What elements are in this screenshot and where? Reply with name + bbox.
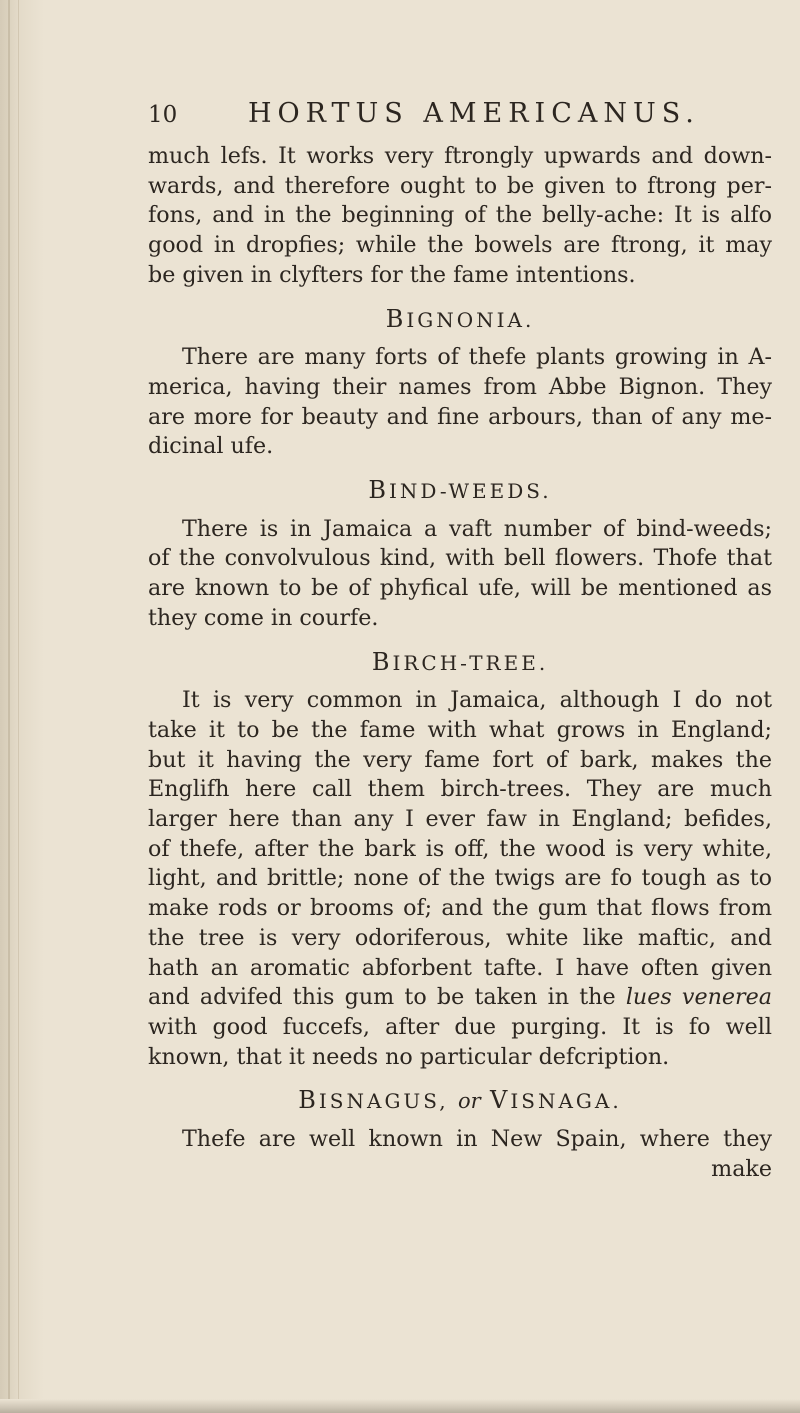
text-line: the tree is very odoriferous, white like maftic, and — [148, 924, 772, 951]
running-head — [148, 98, 748, 129]
text-line: light, and brittle; none of the twigs are fo tough as to — [148, 865, 772, 892]
text-line: of the convolvulous kind, with bell flowers. Thofe that — [148, 545, 772, 572]
page-binding-edge — [0, 0, 44, 1413]
heading-bisnagus: BISNAGUS, or VISNAGA. — [298, 1086, 622, 1115]
intro-paragraph — [148, 142, 772, 291]
text-line: There is in Jamaica a vaft number of bind-weeds; — [182, 515, 772, 542]
text-line: of thefe, after the bark is off, the wood is very white, — [148, 835, 772, 862]
text-line: There are many forts of thefe plants growing in A- — [182, 344, 772, 371]
text-line: good in dropfies; while the bowels are ftrong, it may — [148, 232, 772, 259]
text-line: they come in courfe. — [148, 604, 379, 631]
text-line: are known to be of phyfical ufe, will be mentioned as — [148, 575, 772, 602]
text-line: much lefs. It works very ftrongly upwards and down- — [148, 143, 772, 169]
page-bottom-edge — [0, 1399, 800, 1413]
text-line: are more for beauty and fine arbours, than of any me- — [148, 403, 772, 430]
text-line: larger here than any I ever faw in England; befides, — [148, 806, 772, 833]
text-line: known, that it needs no particular defcription. — [148, 1043, 670, 1070]
text-block — [148, 142, 772, 1185]
text-line: It is very common in Jamaica, although I do not — [182, 687, 772, 714]
bisnagus-paragraph — [148, 1125, 772, 1184]
text-line: but it having the very fame fort of bark, makes the — [148, 746, 772, 773]
text-line: take it to be the fame with what grows in England; — [148, 716, 772, 743]
text-line: be given in clyfters for the fame intentions. — [148, 261, 636, 288]
heading-bignonia: BIGNONIA. — [385, 304, 535, 333]
text-line: wards, and therefore ought to be given to ftrong per- — [148, 172, 772, 199]
heading-bind-weeds: BIND-WEEDS. — [368, 476, 552, 505]
running-title: HORTUS AMERICANUS. — [248, 98, 700, 129]
text-line: Englifh here call them birch-trees. They are much — [148, 776, 772, 803]
text-line: make rods or brooms of; and the gum that flows from — [148, 895, 772, 922]
heading-birch-tree: BIRCH-TREE. — [371, 647, 549, 676]
text-line: and advifed this gum to be taken in the lues venerea — [148, 984, 772, 1011]
text-line: dicinal ufe. — [148, 433, 274, 460]
bignonia-paragraph — [148, 343, 772, 462]
text-line: hath an aromatic abforbent tafte. I have often given — [148, 954, 772, 981]
birch-tree-paragraph — [148, 686, 772, 1072]
text-line: fons, and in the beginning of the belly-ache: It is alfo — [148, 202, 772, 229]
text-line: merica, having their names from Abbe Bignon. They — [148, 373, 772, 400]
text-line: with good fuccefs, after due purging. It is fo well — [148, 1013, 772, 1040]
catchword: make — [711, 1155, 772, 1182]
italic-phrase: lues venerea — [625, 984, 772, 1011]
bind-weeds-paragraph — [148, 515, 772, 634]
text-line: Thefe are well known in New Spain, where they — [182, 1126, 772, 1153]
page-number: 10 — [148, 102, 178, 128]
